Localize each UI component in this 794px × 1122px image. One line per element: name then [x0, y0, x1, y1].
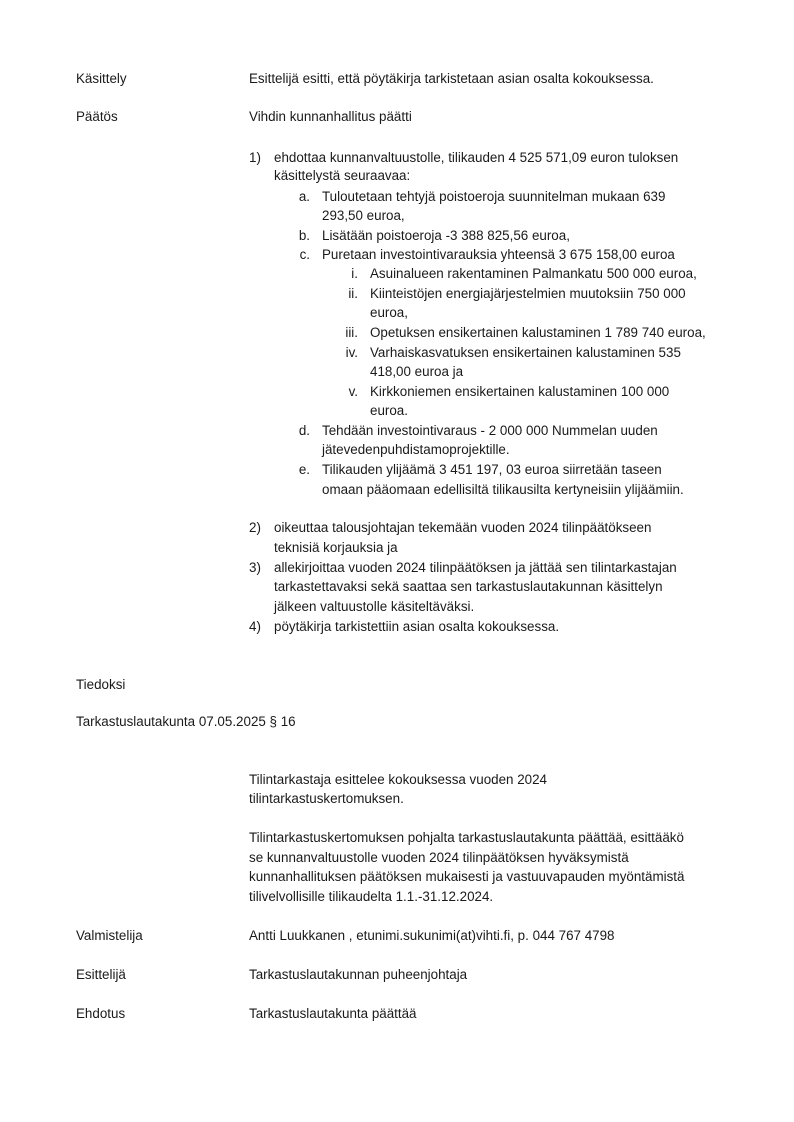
roman-item-line: euroa,	[370, 305, 408, 320]
paatos-intro: Vihdin kunnanhallitus päätti	[249, 109, 412, 124]
sublist-marker: e.	[298, 462, 310, 477]
list-item-line: jälkeen valtuustolle käsiteltäväksi.	[274, 599, 475, 614]
list-item-line: käsittelystä seuraavaa:	[274, 168, 411, 183]
list-item-line: ehdottaa kunnanvaltuustolle, tilikauden 4 525 571,09 euron tuloksen	[274, 150, 679, 165]
esittelija-text: Tarkastuslautakunnan puheenjohtaja	[249, 967, 468, 982]
list-item-line: pöytäkirja tarkistettiin asian osalta kokouksessa.	[274, 619, 560, 634]
valmistelija-label: Valmistelija	[76, 928, 143, 943]
body-paragraph-line: tilintarkastuskertomuksen.	[249, 791, 404, 806]
body-paragraph-line: se kunnanvaltuustolle vuoden 2024 tilinpäätöksen hyväksymistä	[249, 850, 629, 865]
sublist-item-line: omaan pääomaan edellisiltä tilikausilta kertyneisiin ylijäämiin.	[322, 482, 684, 497]
list-marker: 3)	[249, 560, 261, 575]
ehdotus-label: Ehdotus	[76, 1006, 126, 1021]
roman-item-line: Asuinalueen rakentaminen Palmankatu 500 000 euroa,	[370, 266, 697, 281]
list-marker: 4)	[249, 619, 261, 634]
kasittely-text: Esittelijä esitti, että pöytäkirja tarkistetaan asian osalta kokouksessa.	[249, 71, 654, 86]
list-item-line: oikeuttaa talousjohtajan tekemään vuoden 2024 tilinpäätökseen	[274, 520, 652, 535]
ehdotus-text: Tarkastuslautakunta päättää	[249, 1006, 417, 1021]
list-item-line: teknisiä korjauksia ja	[274, 540, 398, 555]
sublist-item-line: jätevedenpuhdistamoprojektille.	[322, 442, 510, 457]
roman-item-line: Opetuksen ensikertainen kalustaminen 1 789 740 euroa,	[370, 325, 706, 340]
sublist-item-line: Lisätään poistoeroja -3 388 825,56 euroa,	[322, 228, 570, 243]
list-item-line: allekirjoittaa vuoden 2024 tilinpäätöksen ja jättää sen tilintarkastajan	[274, 560, 677, 575]
roman-marker: i.	[351, 266, 358, 281]
body-paragraph-line: kunnanhallituksen päätöksen mukaisesti ja vastuuvapauden myöntämistä	[249, 869, 685, 884]
valmistelija-text: Antti Luukkanen , etunimi.sukunimi(at)vihti.fi, p. 044 767 4798	[249, 928, 615, 943]
section-heading: Tarkastuslautakunta 07.05.2025 § 16	[76, 714, 296, 729]
sublist-marker: a.	[298, 189, 310, 204]
tiedoksi-label: Tiedoksi	[76, 677, 126, 692]
paatos-label: Päätös	[76, 109, 118, 124]
roman-item-line: Kiinteistöjen energiajärjestelmien muutoksiin 750 000	[370, 286, 686, 301]
sublist-marker: d.	[298, 423, 310, 438]
roman-marker: iii.	[345, 325, 358, 340]
sublist-item-line: 293,50 euroa,	[322, 208, 405, 223]
list-marker: 2)	[249, 520, 261, 535]
roman-item-line: Varhaiskasvatuksen ensikertainen kalustaminen 535	[370, 345, 681, 360]
roman-marker: iv.	[345, 345, 358, 360]
sublist-marker: c.	[299, 247, 310, 262]
kasittely-label: Käsittely	[76, 71, 127, 86]
list-marker: 1)	[249, 150, 261, 165]
sublist-item-line: Tehdään investointivaraus - 2 000 000 Nummelan uuden	[322, 423, 658, 438]
roman-item-line: Kirkkoniemen ensikertainen kalustaminen 100 000	[370, 384, 670, 399]
body-paragraph-line: Tilintarkastuskertomuksen pohjalta tarkastuslautakunta päättää, esittääkö	[249, 830, 684, 845]
esittelija-label: Esittelijä	[76, 967, 126, 982]
list-item-line: tarkastettavaksi sekä saattaa sen tarkastuslautakunnan käsittelyn	[274, 579, 663, 594]
sublist-marker: b.	[298, 228, 310, 243]
roman-marker: ii.	[348, 286, 358, 301]
roman-item-line: euroa.	[370, 403, 408, 418]
sublist-item-line: Tilikauden ylijäämä 3 451 197, 03 euroa siirretään taseen	[322, 462, 662, 477]
sublist-item-line: Tuloutetaan tehtyjä poistoeroja suunnitelman mukaan 639	[322, 189, 666, 204]
roman-item-line: 418,00 euroa ja	[370, 364, 464, 379]
sublist-item-line: Puretaan investointivarauksia yhteensä 3 675 158,00 euroa	[322, 247, 675, 262]
body-paragraph-line: Tilintarkastaja esittelee kokouksessa vuoden 2024	[249, 772, 547, 787]
roman-marker: v.	[348, 384, 358, 399]
body-paragraph-line: tilivelvollisille tilikaudelta 1.1.-31.12.2024.	[249, 889, 494, 904]
